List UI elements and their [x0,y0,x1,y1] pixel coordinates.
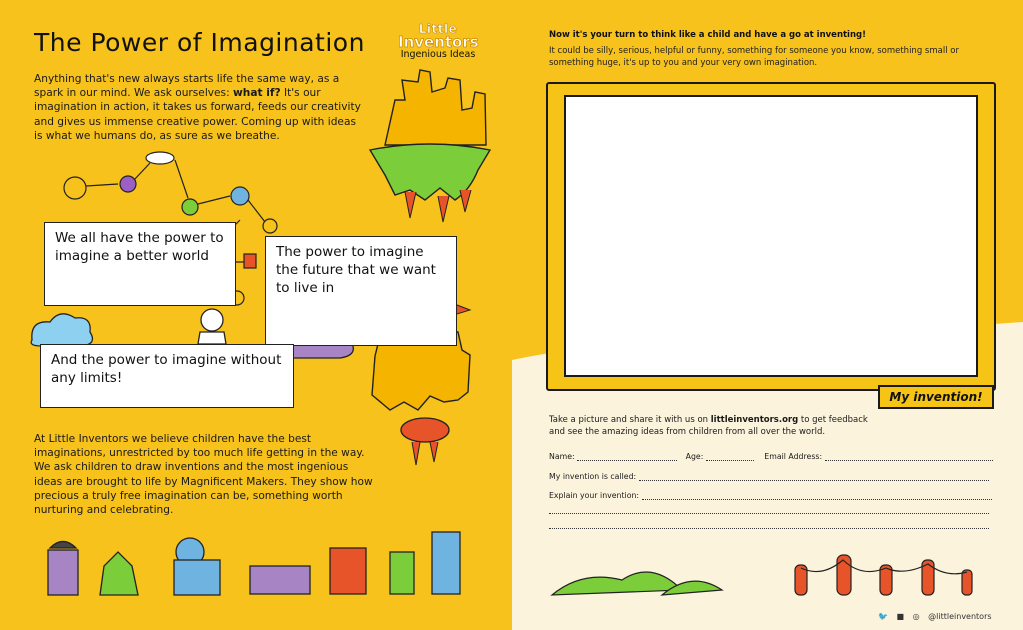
share-link[interactable]: littleinventors.org [710,415,799,425]
explain-label: Explain your invention: [549,491,640,500]
social-links [878,612,998,621]
floating-city-illustration [370,70,490,222]
invention-name-field[interactable] [639,472,989,481]
speech-bubble-better-world: We all have the power to imagine a better world [44,222,236,306]
bottom-city-illustrations [48,532,460,595]
share-text: Take a picture and share it with us on littleinventors.org to get feedback and see the amazing ideas from children from all over the world. [549,415,868,437]
email-label: Email Address: [764,452,823,461]
about-paragraph: At Little Inventors we believe children have the best imaginations, unrestricted by too much life getting in the way. We ask children to draw inventions and the most ingenious ideas are brought to life by Magnificent Makers. They show how precious a truly free imagination can be, something worth nurturing and celebrating. [34,433,373,517]
facebook-icon[interactable]: ■ [896,612,905,621]
form-row-called [549,472,989,481]
name-field[interactable] [577,452,677,461]
age-label: Age: [685,452,704,461]
instagram-icon[interactable]: ◎ [912,612,920,621]
social-handle[interactable]: @littleinventors [928,612,992,621]
drawing-area[interactable] [564,95,978,377]
form-row-explain [549,491,992,500]
explain-line-2[interactable] [549,513,989,514]
frame-label: My invention! [878,385,994,409]
invention-name-label: My invention is called: [549,472,637,481]
explain-line-3[interactable] [549,528,989,529]
invent-subtext: It could be silly, serious, helpful or funny, something for someone you know, something small or something huge, it's up to you and your very own imagination. [549,46,959,68]
name-label: Name: [549,452,575,461]
child-character-illustration [198,309,226,344]
speech-bubble-without-limits: And the power to imagine without any limits! [40,344,294,408]
intro-paragraph: Anything that's new always starts life the same way, as a spark in our mind. We ask ourselves: what if? It's our imagination in action, it takes us forward, feeds our creativity and gives us immense creative power. Coming up with ideas is what we humans do, as sure as we breathe. [34,73,361,142]
form-row-name [549,452,993,461]
invention-frame [546,82,996,406]
page-title: The Power of Imagination [34,28,365,57]
explain-field[interactable] [642,491,992,500]
invent-heading: Now it's your turn to think like a child and have a go at inventing! [549,30,866,40]
twitter-icon[interactable]: 🐦 [878,612,888,621]
email-field[interactable] [825,452,993,461]
little-inventors-logo: Little Inventors Ingenious Ideas [398,22,479,60]
speech-bubble-future: The power to imagine the future that we want to live in [265,236,457,346]
blue-cloud-illustration [31,314,92,346]
age-field[interactable] [706,452,754,461]
